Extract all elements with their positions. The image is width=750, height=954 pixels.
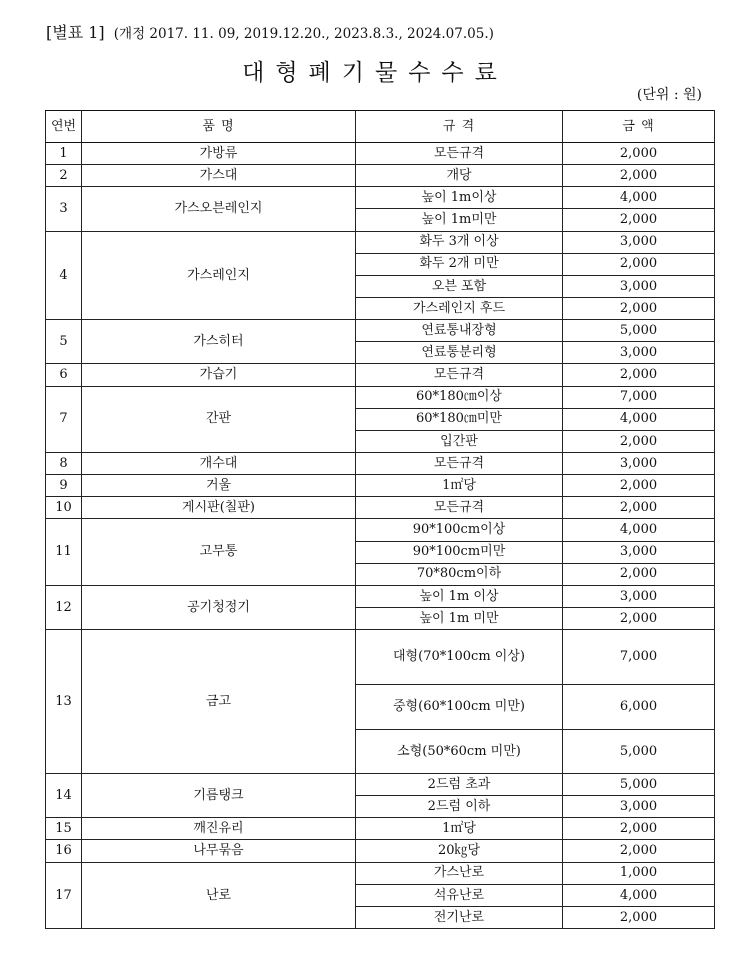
item-amount: 2,000 [563, 209, 715, 231]
item-spec: 2드럼 초과 [356, 774, 563, 796]
item-amount: 4,000 [563, 408, 715, 430]
item-amount: 5,000 [563, 774, 715, 796]
item-name: 가스오븐레인지 [82, 187, 356, 231]
item-spec: 60*180㎝미만 [356, 408, 563, 430]
item-name: 깨진유리 [82, 818, 356, 840]
item-spec: 높이 1m이상 [356, 187, 563, 209]
item-spec: 화두 3개 이상 [356, 231, 563, 253]
item-amount: 4,000 [563, 519, 715, 541]
item-spec: 20㎏당 [356, 840, 563, 862]
table-row [46, 862, 715, 884]
item-amount: 2,000 [563, 430, 715, 452]
table-row [46, 231, 715, 253]
item-name: 나무묶음 [82, 840, 356, 862]
table-row [46, 840, 715, 862]
table-row [46, 585, 715, 607]
column-header-amount: 금 액 [563, 111, 715, 143]
item-amount: 2,000 [563, 906, 715, 928]
item-amount: 2,000 [563, 143, 715, 165]
item-spec: 전기난로 [356, 906, 563, 928]
item-spec: 높이 1m 이상 [356, 585, 563, 607]
item-amount: 5,000 [563, 320, 715, 342]
item-amount: 2,000 [563, 253, 715, 275]
item-spec: 모든규격 [356, 452, 563, 474]
item-amount: 3,000 [563, 585, 715, 607]
row-number: 4 [46, 231, 82, 320]
row-number: 10 [46, 497, 82, 519]
row-number: 6 [46, 364, 82, 386]
item-spec: 90*100cm이상 [356, 519, 563, 541]
item-name: 개수대 [82, 452, 356, 474]
page-title: 대형폐기물수수료 [242, 60, 508, 86]
row-number: 8 [46, 452, 82, 474]
row-number: 17 [46, 862, 82, 928]
row-number: 9 [46, 475, 82, 497]
annex-tag: [별표 1] [46, 23, 105, 42]
row-number: 13 [46, 630, 82, 774]
item-amount: 2,000 [563, 497, 715, 519]
revision-note: (개정 2017. 11. 09, 2019.12.20., 2023.8.3., 2024.07.05.) [113, 26, 494, 42]
item-amount: 7,000 [563, 386, 715, 408]
fee-table [45, 110, 715, 929]
table-row [46, 165, 715, 187]
row-number: 3 [46, 187, 82, 231]
item-amount: 2,000 [563, 818, 715, 840]
item-amount: 4,000 [563, 884, 715, 906]
item-spec: 소형(50*60cm 미만) [356, 729, 563, 773]
table-row [46, 497, 715, 519]
item-spec: 1㎡당 [356, 818, 563, 840]
fee-table-body [46, 143, 715, 929]
item-amount: 3,000 [563, 275, 715, 297]
item-spec: 높이 1m 미만 [356, 607, 563, 629]
item-spec: 모든규격 [356, 497, 563, 519]
column-header-name: 품 명 [82, 111, 356, 143]
item-amount: 3,000 [563, 541, 715, 563]
table-row [46, 774, 715, 796]
item-name: 간판 [82, 386, 356, 452]
item-spec: 입간판 [356, 430, 563, 452]
row-number: 2 [46, 165, 82, 187]
item-spec: 높이 1m미만 [356, 209, 563, 231]
item-spec: 오븐 포함 [356, 275, 563, 297]
table-row [46, 630, 715, 685]
unit-label: (단위 : 원) [636, 87, 702, 103]
item-spec: 2드럼 이하 [356, 796, 563, 818]
item-spec: 90*100cm미만 [356, 541, 563, 563]
item-spec: 화두 2개 미만 [356, 253, 563, 275]
item-amount: 3,000 [563, 452, 715, 474]
table-row [46, 452, 715, 474]
item-spec: 연료통분리형 [356, 342, 563, 364]
item-spec: 60*180㎝이상 [356, 386, 563, 408]
item-amount: 7,000 [563, 630, 715, 685]
item-amount: 2,000 [563, 563, 715, 585]
item-amount: 2,000 [563, 475, 715, 497]
item-amount: 6,000 [563, 685, 715, 729]
item-spec: 가스레인지 후드 [356, 297, 563, 319]
item-name: 가스히터 [82, 320, 356, 364]
table-header-row [46, 111, 715, 143]
item-name: 가습기 [82, 364, 356, 386]
item-name: 기름탱크 [82, 774, 356, 818]
row-number: 11 [46, 519, 82, 585]
row-number: 15 [46, 818, 82, 840]
row-number: 1 [46, 143, 82, 165]
row-number: 5 [46, 320, 82, 364]
table-row [46, 386, 715, 408]
table-row [46, 320, 715, 342]
item-amount: 3,000 [563, 342, 715, 364]
column-header-no: 연번 [46, 111, 82, 143]
item-spec: 모든규격 [356, 364, 563, 386]
row-number: 7 [46, 386, 82, 452]
item-amount: 2,000 [563, 840, 715, 862]
item-spec: 석유난로 [356, 884, 563, 906]
item-amount: 4,000 [563, 187, 715, 209]
item-name: 고무통 [82, 519, 356, 585]
table-row [46, 364, 715, 386]
item-amount: 5,000 [563, 729, 715, 773]
item-name: 금고 [82, 630, 356, 774]
table-row [46, 818, 715, 840]
row-number: 12 [46, 585, 82, 629]
annex-header [46, 20, 494, 43]
item-name: 거울 [82, 475, 356, 497]
item-spec: 연료통내장형 [356, 320, 563, 342]
table-row [46, 519, 715, 541]
item-amount: 2,000 [563, 364, 715, 386]
item-amount: 2,000 [563, 165, 715, 187]
item-amount: 3,000 [563, 796, 715, 818]
row-number: 14 [46, 774, 82, 818]
table-row [46, 475, 715, 497]
item-spec: 1㎡당 [356, 475, 563, 497]
item-amount: 2,000 [563, 297, 715, 319]
item-amount: 3,000 [563, 231, 715, 253]
item-name: 난로 [82, 862, 356, 928]
row-number: 16 [46, 840, 82, 862]
item-name: 가스레인지 [82, 231, 356, 320]
table-row [46, 143, 715, 165]
column-header-spec: 규 격 [356, 111, 563, 143]
item-name: 가스대 [82, 165, 356, 187]
item-spec: 중형(60*100cm 미만) [356, 685, 563, 729]
item-name: 가방류 [82, 143, 356, 165]
item-amount: 1,000 [563, 862, 715, 884]
item-amount: 2,000 [563, 607, 715, 629]
item-spec: 가스난로 [356, 862, 563, 884]
item-spec: 70*80cm이하 [356, 563, 563, 585]
item-name: 게시판(칠판) [82, 497, 356, 519]
item-spec: 모든규격 [356, 143, 563, 165]
item-name: 공기청정기 [82, 585, 356, 629]
item-spec: 개당 [356, 165, 563, 187]
item-spec: 대형(70*100cm 이상) [356, 630, 563, 685]
table-row [46, 187, 715, 209]
